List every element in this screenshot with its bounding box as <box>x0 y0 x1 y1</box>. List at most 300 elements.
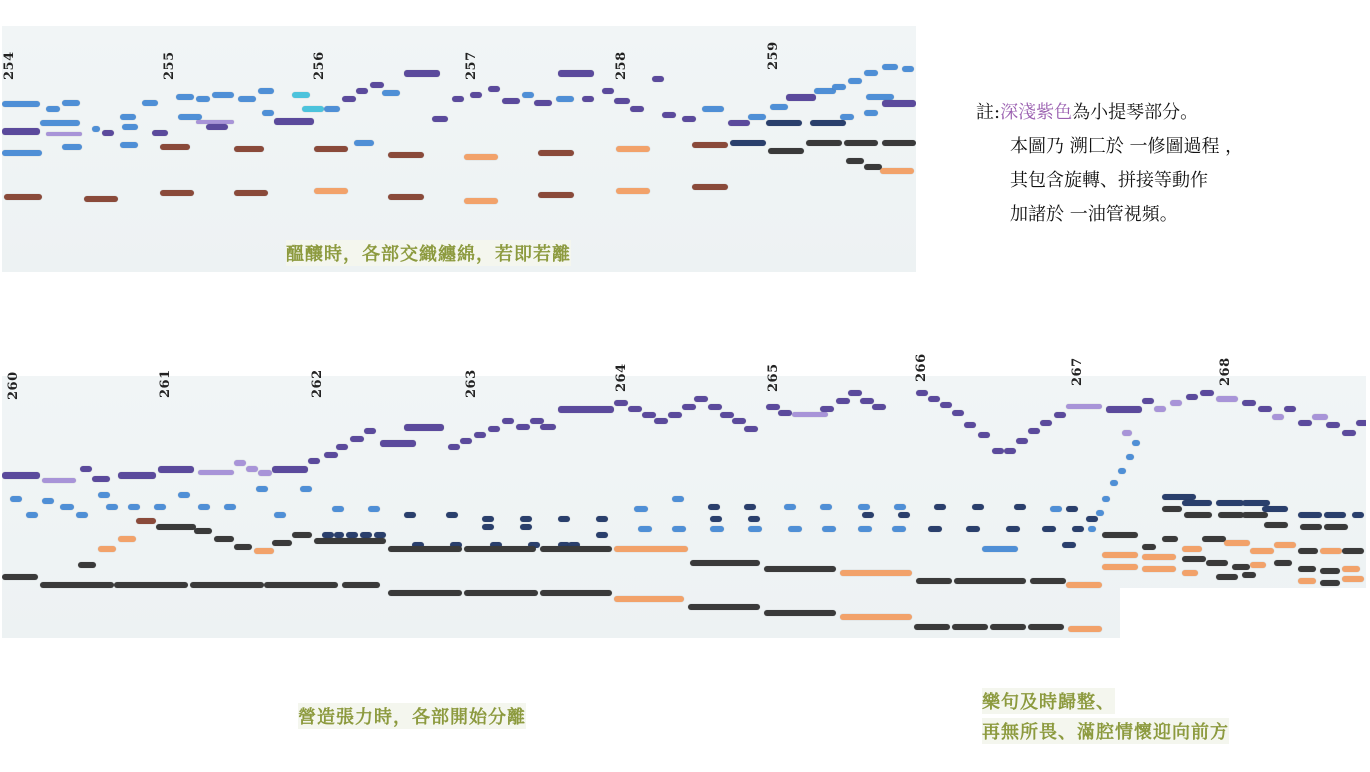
note-bar <box>516 424 530 430</box>
measure-number: 263 <box>464 369 479 398</box>
note-bar <box>952 410 964 416</box>
note-bar <box>596 516 608 522</box>
note-bar <box>840 614 912 620</box>
note-bar <box>314 538 386 544</box>
note-bar <box>966 526 980 532</box>
note-bar <box>342 96 356 102</box>
note-bar <box>98 546 116 552</box>
note-bar <box>916 390 928 396</box>
note-bar <box>672 526 686 532</box>
note-bar <box>388 590 462 596</box>
note-bar <box>748 114 766 120</box>
note-bar <box>538 192 574 198</box>
note-bar <box>688 604 760 610</box>
note-bar <box>1066 582 1102 588</box>
note-bar <box>2 150 42 156</box>
note-bar <box>80 466 92 472</box>
note-bar <box>634 506 648 512</box>
note-bar <box>1298 566 1316 572</box>
note-bar <box>1096 510 1104 516</box>
measure-number: 257 <box>464 51 479 80</box>
note-bar <box>614 546 688 552</box>
note-bar <box>234 190 268 196</box>
note-bar <box>198 470 234 475</box>
note-bar <box>246 466 258 472</box>
note-bar <box>672 496 684 502</box>
note-bar <box>766 404 780 410</box>
note-bar <box>1242 512 1268 518</box>
note-bar <box>292 532 312 538</box>
note-bar <box>274 512 286 518</box>
note-bar <box>448 444 460 450</box>
note-bar <box>404 424 444 431</box>
note-bar <box>862 512 874 518</box>
note-bar <box>860 398 874 404</box>
note-bar <box>156 524 196 530</box>
note-bar <box>120 142 138 148</box>
note-bar <box>1042 526 1056 532</box>
note-bar <box>822 526 836 532</box>
note-bar <box>1272 414 1284 420</box>
note-bar <box>1004 448 1016 454</box>
note-bar <box>10 496 22 502</box>
note-bar <box>92 126 100 132</box>
note-bar <box>1320 548 1342 554</box>
note-bar <box>766 120 802 126</box>
note-bar <box>324 452 338 458</box>
note-bar <box>558 70 594 77</box>
note-bar <box>238 96 256 102</box>
note-bar <box>142 100 158 106</box>
note-bar <box>858 526 872 532</box>
legend-line-4: 加諸於 一油管視頻。 <box>1010 204 1178 225</box>
note-bar <box>26 512 38 518</box>
note-bar <box>1142 398 1154 404</box>
note-bar <box>848 390 862 396</box>
note-bar <box>1054 412 1066 418</box>
note-bar <box>324 106 340 112</box>
note-bar <box>710 526 724 532</box>
note-bar <box>76 512 88 518</box>
note-bar <box>1102 496 1110 502</box>
caption-bottom-middle: 營造張力時，各部開始分離 <box>298 703 526 729</box>
caption-bottom-right-1: 樂句及時歸整、 <box>982 688 1115 714</box>
note-bar <box>934 504 946 510</box>
note-bar <box>582 96 594 102</box>
note-bar <box>388 194 424 200</box>
legend-line-3: 其包含旋轉、拼接等動作 <box>1010 170 1208 191</box>
measure-number: 267 <box>1070 357 1085 386</box>
note-bar <box>708 504 720 510</box>
note-bar <box>1118 468 1126 474</box>
note-bar <box>404 512 416 518</box>
note-bar <box>300 486 312 492</box>
note-bar <box>540 590 612 596</box>
note-bar <box>1072 526 1084 532</box>
note-bar <box>1062 542 1076 548</box>
note-bar <box>1312 414 1328 420</box>
note-bar <box>272 540 292 546</box>
note-bar <box>520 516 532 522</box>
note-bar <box>788 526 802 532</box>
note-bar <box>522 92 534 98</box>
note-bar <box>832 84 846 90</box>
note-bar <box>1132 440 1140 446</box>
measure-number: 264 <box>614 363 629 392</box>
note-bar <box>952 624 988 630</box>
note-bar <box>1324 512 1346 518</box>
note-bar <box>178 492 190 498</box>
note-bar <box>1202 536 1226 542</box>
note-bar <box>62 100 80 106</box>
note-bar <box>1242 572 1256 578</box>
note-bar <box>60 504 74 510</box>
measure-number: 258 <box>614 51 629 80</box>
note-bar <box>990 624 1026 630</box>
legend-line-2: 本圖乃 溯匚於 一修圖過程 ， <box>1010 136 1244 157</box>
note-bar <box>1030 578 1066 584</box>
legend-note <box>976 96 1243 232</box>
note-bar <box>1162 536 1178 542</box>
note-bar <box>1182 556 1206 562</box>
note-bar <box>1126 454 1134 460</box>
note-bar <box>46 132 82 136</box>
note-bar <box>342 582 380 588</box>
note-bar <box>848 78 862 84</box>
note-bar <box>1242 400 1256 406</box>
note-bar <box>872 404 886 410</box>
note-bar <box>882 140 916 146</box>
caption-bottom-right-2: 再無所畏、滿腔情懷迎向前方 <box>982 718 1229 744</box>
note-bar <box>1232 564 1250 570</box>
note-bar <box>1142 566 1176 572</box>
note-bar <box>388 152 424 158</box>
note-bar <box>92 476 110 482</box>
note-bar <box>540 546 612 552</box>
note-bar <box>302 106 324 112</box>
measure-number: 265 <box>766 363 781 392</box>
note-bar <box>234 146 264 152</box>
note-bar <box>732 418 746 424</box>
note-bar <box>1088 526 1096 532</box>
note-bar <box>1250 562 1266 568</box>
caption-top: 醞釀時，各部交織纏綿，若即若離 <box>286 240 571 266</box>
note-bar <box>314 146 348 152</box>
measure-number: 261 <box>158 369 173 398</box>
note-bar <box>768 148 804 154</box>
note-bar <box>748 516 760 522</box>
note-bar <box>864 110 878 116</box>
note-bar <box>196 96 210 102</box>
measure-number: 259 <box>766 41 781 70</box>
measure-number: 255 <box>162 51 177 80</box>
note-bar <box>2 472 40 479</box>
note-bar <box>1320 568 1340 574</box>
note-bar <box>882 64 898 70</box>
note-bar <box>540 424 556 430</box>
legend-rest: 為小提琴部分。 <box>1072 102 1199 123</box>
note-bar <box>308 458 320 464</box>
note-bar <box>1258 406 1272 412</box>
note-bar <box>1102 552 1138 558</box>
legend-highlight: 深淺紫色 <box>1000 102 1073 123</box>
note-bar <box>1142 554 1176 560</box>
note-bar <box>46 106 60 112</box>
note-bar <box>1320 580 1340 586</box>
note-bar <box>354 140 374 146</box>
note-bar <box>432 116 448 122</box>
note-bar <box>1352 512 1364 518</box>
note-bar <box>820 504 832 510</box>
note-bar <box>98 492 110 498</box>
note-bar <box>778 410 792 416</box>
note-bar <box>1028 428 1040 434</box>
note-bar <box>914 624 950 630</box>
note-bar <box>840 570 912 576</box>
note-bar <box>464 590 538 596</box>
note-bar <box>702 106 724 112</box>
note-bar <box>690 560 760 566</box>
note-bar <box>1298 578 1316 584</box>
note-bar <box>118 536 136 542</box>
note-bar <box>1342 548 1364 554</box>
note-bar <box>810 120 846 126</box>
note-bar <box>460 438 472 444</box>
note-bar <box>1216 574 1238 580</box>
measure-number: 268 <box>1218 357 1233 386</box>
note-bar <box>682 116 696 122</box>
note-bar <box>1216 396 1238 402</box>
note-bar <box>128 504 140 510</box>
note-bar <box>482 524 494 530</box>
note-bar <box>692 142 728 148</box>
note-bar <box>212 92 234 98</box>
measure-number: 260 <box>6 371 21 400</box>
note-bar <box>194 528 212 534</box>
note-bar <box>1142 544 1156 550</box>
note-bar <box>336 444 348 450</box>
note-bar <box>770 104 788 110</box>
note-bar <box>470 92 482 98</box>
note-bar <box>136 518 156 524</box>
note-bar <box>404 70 440 77</box>
note-bar <box>1066 506 1078 512</box>
note-bar <box>452 96 464 102</box>
note-bar <box>482 516 494 522</box>
note-bar <box>928 396 940 402</box>
note-bar <box>40 120 80 126</box>
note-bar <box>272 466 308 473</box>
note-bar <box>928 526 942 532</box>
note-bar <box>198 504 210 510</box>
note-bar <box>652 76 664 82</box>
note-bar <box>784 504 796 510</box>
panel-gap <box>1120 588 1366 640</box>
note-bar <box>846 158 864 164</box>
note-bar <box>682 404 696 410</box>
note-bar <box>898 512 910 518</box>
note-bar <box>78 562 96 568</box>
note-bar <box>1184 512 1212 518</box>
note-bar <box>364 428 376 434</box>
note-bar <box>858 504 870 510</box>
note-bar <box>744 504 756 510</box>
note-bar <box>356 88 368 94</box>
note-bar <box>1122 430 1132 436</box>
note-bar <box>102 130 114 136</box>
note-bar <box>954 578 1026 584</box>
note-bar <box>836 398 850 404</box>
note-bar <box>2 574 38 580</box>
note-bar <box>692 184 728 190</box>
note-bar <box>160 144 190 150</box>
note-bar <box>764 610 836 616</box>
note-bar <box>42 498 54 504</box>
note-bar <box>1182 546 1202 552</box>
note-bar <box>1324 524 1348 530</box>
note-bar <box>694 396 708 402</box>
note-bar <box>1182 500 1212 506</box>
note-bar <box>1182 570 1198 576</box>
note-bar <box>1086 516 1098 522</box>
note-bar <box>708 404 722 410</box>
note-bar <box>370 82 384 88</box>
note-bar <box>206 124 228 130</box>
measure-number: 254 <box>2 51 17 80</box>
note-bar <box>488 426 500 432</box>
note-bar <box>40 582 114 588</box>
note-bar <box>902 66 914 72</box>
note-bar <box>1250 548 1274 554</box>
note-bar <box>538 150 574 156</box>
measure-number: 266 <box>914 353 929 382</box>
note-bar <box>152 130 168 136</box>
note-bar <box>558 516 570 522</box>
note-bar <box>1028 624 1064 630</box>
note-bar <box>1110 480 1118 486</box>
note-bar <box>730 140 766 146</box>
note-bar <box>820 406 834 412</box>
note-bar <box>638 526 652 532</box>
note-bar <box>122 124 138 130</box>
note-bar <box>234 460 246 466</box>
measure-number: 256 <box>312 51 327 80</box>
note-bar <box>1284 406 1296 412</box>
note-bar <box>42 478 76 483</box>
note-bar <box>520 524 532 530</box>
note-bar <box>1066 404 1102 409</box>
note-bar <box>464 198 498 204</box>
note-bar <box>1050 506 1062 512</box>
note-bar <box>882 100 916 107</box>
note-bar <box>1300 524 1322 530</box>
note-bar <box>118 472 156 479</box>
note-bar <box>234 544 252 550</box>
note-bar <box>1162 506 1182 512</box>
note-bar <box>1102 564 1138 570</box>
note-bar <box>556 96 574 102</box>
note-bar <box>1170 400 1182 406</box>
note-bar <box>106 504 118 510</box>
note-bar <box>710 516 722 522</box>
note-bar <box>840 114 854 120</box>
note-bar <box>616 146 650 152</box>
note-bar <box>160 190 194 196</box>
note-bar <box>662 112 676 118</box>
note-bar <box>972 504 984 510</box>
note-bar <box>1274 560 1292 566</box>
note-bar <box>806 140 842 146</box>
note-bar <box>1298 548 1318 554</box>
note-bar <box>614 98 630 104</box>
note-bar <box>1298 512 1322 518</box>
note-bar <box>764 566 836 572</box>
note-bar <box>1274 542 1296 548</box>
note-bar <box>1342 566 1360 572</box>
note-bar <box>786 94 816 101</box>
note-bar <box>1218 512 1244 518</box>
note-bar <box>256 486 268 492</box>
note-bar <box>190 582 264 588</box>
note-bar <box>558 406 614 413</box>
note-bar <box>916 578 952 584</box>
note-bar <box>2 101 40 107</box>
note-bar <box>614 596 684 602</box>
note-bar <box>1102 532 1138 538</box>
note-bar <box>642 412 656 418</box>
note-bar <box>668 412 682 418</box>
note-bar <box>464 154 498 160</box>
note-bar <box>792 412 828 417</box>
note-bar <box>728 120 750 126</box>
note-bar <box>628 406 642 412</box>
note-bar <box>176 94 194 100</box>
note-bar <box>614 400 628 406</box>
note-bar <box>1342 576 1364 582</box>
note-bar <box>534 100 552 106</box>
note-bar <box>214 536 234 542</box>
note-bar <box>4 194 42 200</box>
note-bar <box>1298 420 1312 426</box>
note-bar <box>720 412 734 418</box>
note-bar <box>1040 420 1052 426</box>
note-bar <box>992 448 1004 454</box>
note-bar <box>596 532 608 538</box>
note-bar <box>1216 500 1244 506</box>
note-bar <box>982 546 1018 552</box>
note-bar <box>332 506 344 512</box>
note-bar <box>502 98 520 104</box>
note-bar <box>1262 506 1288 512</box>
note-bar <box>502 418 514 424</box>
note-bar <box>1106 406 1142 413</box>
note-bar <box>844 140 878 146</box>
note-bar <box>350 436 364 442</box>
note-bar <box>254 548 274 554</box>
note-bar <box>630 106 644 112</box>
note-bar <box>120 114 136 120</box>
note-bar <box>1006 526 1020 532</box>
note-bar <box>1224 540 1250 546</box>
measure-number: 262 <box>310 369 325 398</box>
note-bar <box>978 432 990 438</box>
note-bar <box>258 470 272 476</box>
note-bar <box>258 88 274 94</box>
note-bar <box>1326 422 1340 428</box>
note-bar <box>1264 522 1288 528</box>
note-bar <box>1206 560 1228 566</box>
note-bar <box>380 440 416 447</box>
